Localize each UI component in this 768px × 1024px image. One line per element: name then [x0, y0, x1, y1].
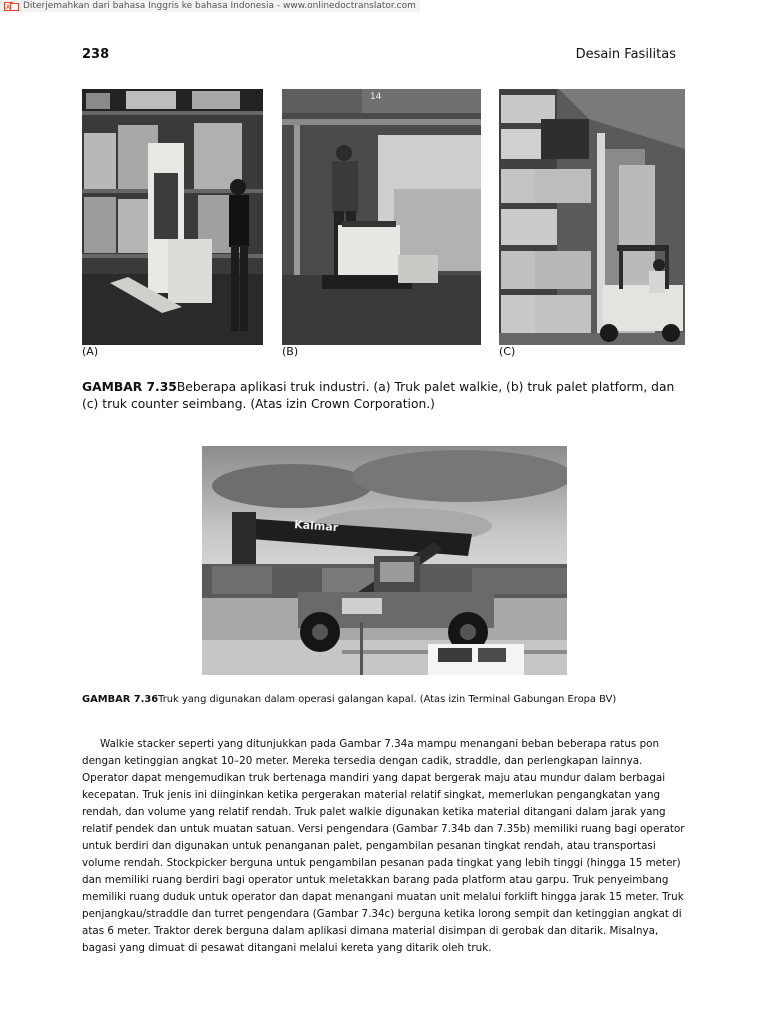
figure-7-36-caption [82, 693, 688, 707]
kalmar-boom-label: Kalmar [293, 518, 339, 535]
figure-7-36-photo [202, 446, 567, 675]
svg-text:A: A [6, 3, 11, 11]
figure-7-35-caption-label: GAMBAR 7.35 [82, 380, 177, 394]
translator-banner[interactable] [0, 0, 420, 12]
figure-7-35-caption-text: Beberapa aplikasi truk industri. (a) Truk palet walkie, (b) truk palet platform, dan (c) truk counter seimbang. (Atas izin Crown Corporation.) [82, 380, 675, 411]
rack-number-label: 14 [370, 92, 382, 102]
translator-logo-icon [4, 2, 20, 11]
figure-7-36-caption-label: GAMBAR 7.36 [82, 694, 159, 705]
figure-7-35-photo-a [82, 89, 263, 345]
figure-7-35-label-b: (B) [282, 345, 299, 358]
figure-7-36-caption-text: Truk yang digunakan dalam operasi galangan kapal. (Atas izin Terminal Gabungan Eropa BV) [158, 694, 617, 705]
figure-7-35-caption [82, 379, 688, 412]
figure-7-35-photo-c [499, 89, 685, 345]
body-paragraph: Walkie stacker seperti yang ditunjukkan pada Gambar 7.34a mampu menangani beban beberapa ratus pon dengan ketinggian angkat 10–20 meter. Mereka tersedia dengan cadik, straddle, dan perlengkapan lainnya. Operator dapat mengemudikan truk bertenaga mandiri yang dapat bergerak maju atau mundur dalam berbagai kecepatan. Truk jenis ini diinginkan ketika pergerakan material relatif singkat, memerlukan pengangkatan yang rendah, dan volume yang relatif rendah. Truk palet walkie digunakan ketika material ditangani dalam jarak yang relatif pendek dan untuk muatan satuan. Versi pengendara (Gambar 7.34b dan 7.35b) memiliki ruang bagi operator untuk berdiri dan digunakan untuk penanganan palet, pengambilan pesanan tingkat rendah, atau transportasi volume rendah. Stockpicker berguna untuk pengambilan pesanan pada tingkat yang lebih tinggi (hingga 15 meter) dan memiliki ruang berdiri bagi operator untuk meletakkan barang pada platform atau garpu. Truk penyeimbang memiliki ruang duduk untuk operator dan dapat menangani muatan unit melalui forklift hingga jarak 15 meter. Truk penjangkau/straddle dan turret pengendara (Gambar 7.34c) berguna ketika lorong sempit dan ketinggian angkat di atas 6 meter. Traktor derek berguna dalam aplikasi dimana material disimpan di gerobak dan ditarik. Misalnya, bagasi yang dimuat di pesawat ditangani melalui kereta yang ditarik oleh truk. [82, 738, 685, 954]
figure-7-35-label-c: (C) [499, 345, 516, 358]
figure-7-35-label-a: (A) [82, 345, 99, 358]
page-number: 238 [82, 47, 110, 62]
running-title: Desain Fasilitas [575, 47, 676, 62]
figure-7-35-photo-b [282, 89, 481, 345]
translator-banner-text[interactable]: Diterjemahkan dari bahasa Inggris ke bahasa Indonesia - www.onlinedoctranslator.com [23, 1, 416, 11]
